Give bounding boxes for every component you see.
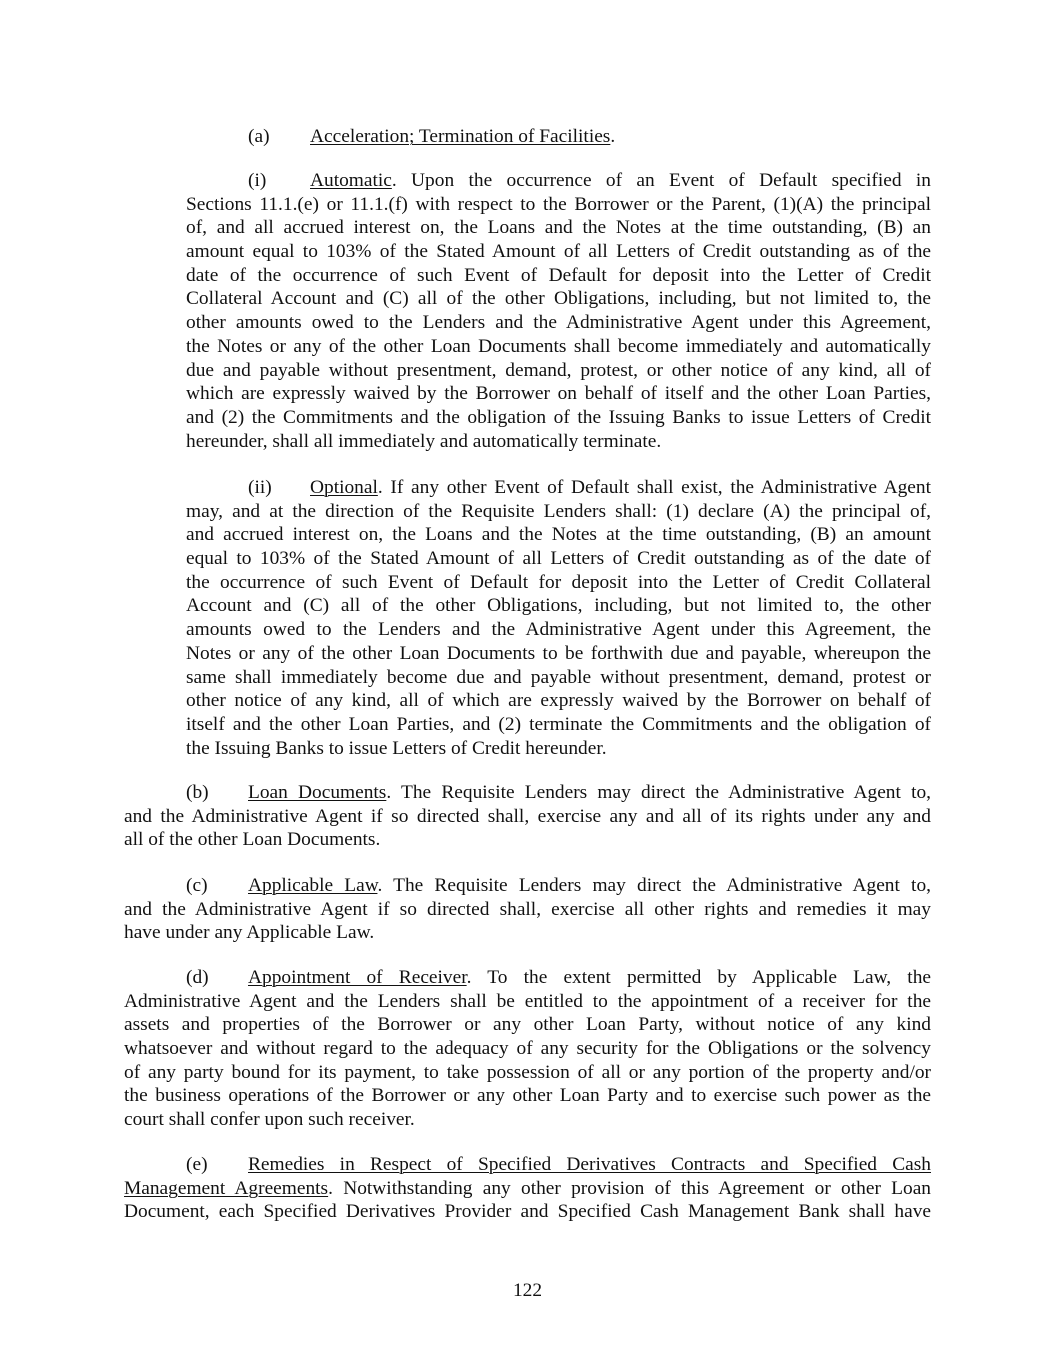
- section-heading: Optional: [310, 477, 378, 498]
- section-heading: Acceleration; Termination of Facilities: [310, 126, 611, 147]
- paragraph-line: Management Agreements. Notwithstanding any other provision of this Agreement or other Loan: [124, 1177, 931, 1199]
- paragraph-i: [186, 169, 931, 453]
- paragraph-c: [124, 874, 931, 945]
- paragraph-a: [186, 125, 931, 149]
- paragraph-line: and the Administrative Agent if so directed shall, exercise all other rights and remedies it may: [124, 898, 931, 920]
- paragraph-line: same shall immediately become due and payable without presentment, demand, protest or: [186, 666, 931, 688]
- paragraph-line: the Notes or any of the other Loan Documents shall become immediately and automatically: [186, 335, 931, 357]
- paragraph-line: equal to 103% of the Stated Amount of all Letters of Credit outstanding as of the date of: [186, 548, 931, 570]
- section-heading: Remedies in Respect of Specified Derivatives Contracts and Specified Cash: [248, 1154, 931, 1175]
- paragraph-line: may, and at the direction of the Requisite Lenders shall: (1) declare (A) the principal of,: [186, 500, 931, 522]
- section-label: (i): [248, 170, 267, 191]
- paragraph-line: and (2) the Commitments and the obligation of the Issuing Banks to issue Letters of Credit: [186, 406, 931, 428]
- paragraph-line: have under any Applicable Law.: [124, 922, 375, 944]
- section-label: (ii): [248, 477, 272, 498]
- paragraph-line: (d) Appointment of Receiver. To the extent permitted by Applicable Law, the: [186, 967, 931, 988]
- paragraph-line: of, and all accrued interest on, the Loans and the Notes at the time outstanding, (B) an: [186, 217, 931, 239]
- paragraph-line: the occurrence of such Event of Default for deposit into the Letter of Credit Collateral: [186, 571, 931, 593]
- paragraph-line: Notes or any of the other Loan Documents to be forthwith due and payable, whereupon the: [186, 642, 931, 664]
- paragraph-line: amount equal to 103% of the Stated Amount of all Letters of Credit outstanding as of the: [186, 241, 931, 263]
- paragraph-line: due and payable without presentment, demand, protest, or other notice of any kind, all of: [186, 359, 931, 381]
- paragraph-line: other amounts owed to the Lenders and the Administrative Agent under this Agreement,: [186, 312, 931, 334]
- paragraph-line: Sections 11.1.(e) or 11.1.(f) with respect to the Borrower or the Parent, (1)(A) the principal: [186, 193, 931, 215]
- paragraph-line: Administrative Agent and the Lenders shall be entitled to the appointment of a receiver for the: [124, 990, 931, 1012]
- paragraph-line: (ii) Optional. If any other Event of Default shall exist, the Administrative Agent: [248, 477, 931, 498]
- paragraph-line: Document, each Specified Derivatives Provider and Specified Cash Management Bank shall have: [124, 1201, 931, 1223]
- paragraph-line: and accrued interest on, the Loans and the Notes at the time outstanding, (B) an amount: [186, 524, 931, 546]
- paragraph-line: itself and the other Loan Parties, and (2) terminate the Commitments and the obligation of: [186, 713, 931, 735]
- paragraph-line: court shall confer upon such receiver.: [124, 1109, 415, 1131]
- paragraph-line: Account and (C) all of the other Obligations, including, but not limited to, the other: [186, 595, 931, 617]
- paragraph-e: [124, 1153, 931, 1224]
- section-heading: Loan Documents: [248, 782, 387, 803]
- paragraph-line: the Issuing Banks to issue Letters of Credit hereunder.: [186, 737, 607, 759]
- paragraph-line: amounts owed to the Lenders and the Administrative Agent under this Agreement, the: [186, 619, 931, 641]
- section-label: (e): [186, 1154, 208, 1175]
- paragraph-line: other notice of any kind, all of which are expressly waived by the Borrower on behalf of: [186, 690, 931, 712]
- paragraph-line: assets and properties of the Borrower or any other Loan Party, without notice of any kind: [124, 1014, 931, 1036]
- section-label: (d): [186, 967, 209, 988]
- section-label: (c): [186, 875, 208, 896]
- section-heading-continued: Management Agreements: [124, 1177, 329, 1199]
- paragraph-line: the business operations of the Borrower or any other Loan Party and to exercise such power as the: [124, 1085, 931, 1107]
- paragraph-line: and the Administrative Agent if so directed shall, exercise any and all of its rights under any and: [124, 805, 931, 827]
- paragraph-line: (a) Acceleration; Termination of Facilities.: [248, 126, 616, 147]
- section-label: (b): [186, 782, 209, 803]
- paragraph-line: whatsoever and without regard to the adequacy of any security for the Obligations or the solvency: [124, 1038, 931, 1060]
- paragraph-line: all of the other Loan Documents.: [124, 829, 381, 851]
- paragraph-line: (c) Applicable Law. The Requisite Lenders may direct the Administrative Agent to,: [186, 875, 931, 896]
- paragraph-line: of any party bound for its payment, to take possession of all or any portion of the property and/or: [124, 1061, 931, 1083]
- paragraph-line: which are expressly waived by the Borrower on behalf of itself and the other Loan Parties,: [186, 383, 931, 405]
- paragraph-line: (b) Loan Documents. The Requisite Lenders may direct the Administrative Agent to,: [186, 782, 931, 803]
- paragraph-ii: [186, 476, 931, 760]
- paragraph-line: [124, 1153, 931, 1177]
- paragraph-line: Collateral Account and (C) all of the other Obligations, including, but not limited to, the: [186, 288, 931, 310]
- section-heading: Appointment of Receiver: [248, 967, 467, 988]
- section-label: (a): [248, 126, 270, 147]
- paragraph-line: date of the occurrence of such Event of Default for deposit into the Letter of Credit: [186, 264, 931, 286]
- paragraph-line: (i) Automatic. Upon the occurrence of an Event of Default specified in: [248, 170, 931, 191]
- paragraph-d: [124, 966, 931, 1132]
- section-heading: Automatic: [310, 170, 392, 191]
- page-number: 122: [512, 1280, 543, 1301]
- paragraph-b: [124, 781, 931, 852]
- paragraph-line: hereunder, shall all immediately and automatically terminate.: [186, 430, 662, 452]
- section-heading: Applicable Law: [248, 875, 378, 896]
